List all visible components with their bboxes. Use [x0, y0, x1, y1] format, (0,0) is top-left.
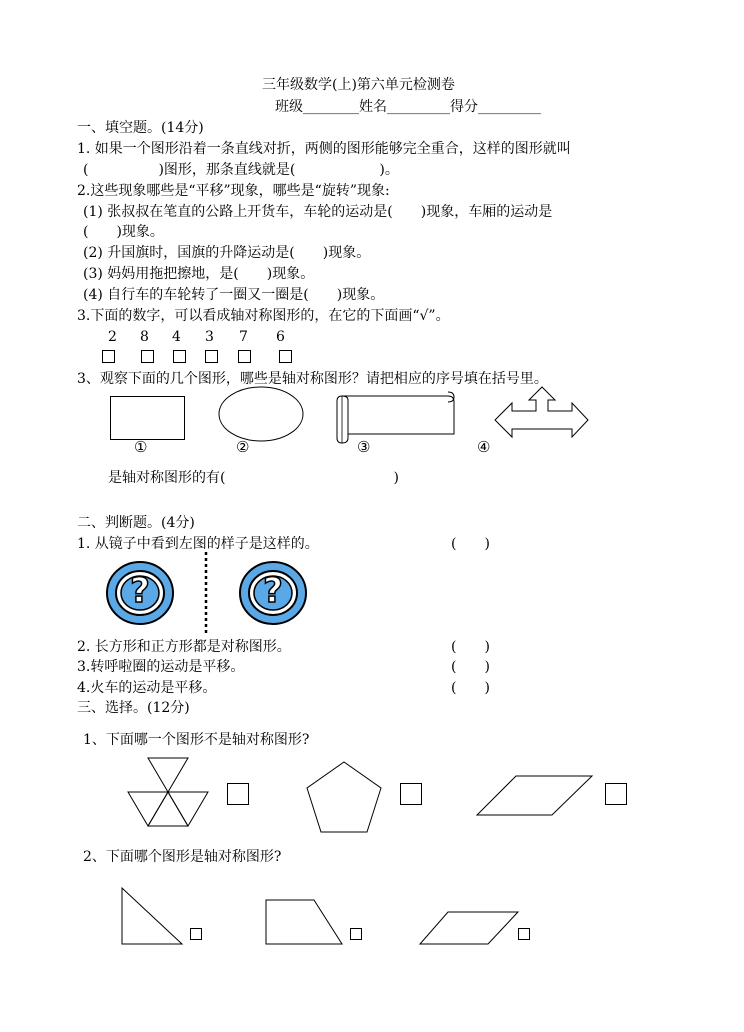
shape-label-3: ③ [357, 438, 371, 456]
q2-1-line1: (1) 张叔叔在笔直的公路上开货车，车轮的运动是( )现象，车厢的运动是 [83, 204, 553, 220]
rectangle-shape [110, 396, 186, 442]
choice1-checkbox-a[interactable] [227, 783, 249, 805]
shape-label-2: ② [236, 438, 250, 456]
choice2-checkbox-b[interactable] [350, 928, 362, 940]
choice-q2: 2、下面哪个图形是轴对称图形? [83, 849, 282, 865]
judge-q1: 1. 从镜子中看到左图的样子是这样的。 [77, 536, 319, 552]
parallelogram-shape-1 [476, 774, 594, 818]
three-triangles-shape [126, 756, 210, 828]
q1-line1: 1. 如果一个图形沿着一条直线对折，两侧的图形能够完全重合，这样的图形就叫 [77, 141, 571, 157]
judge-q2: 2. 长方形和正方形都是对称图形。 [77, 639, 291, 655]
section1-heading: 一、填空题。(14分) [77, 120, 204, 136]
choice-q1: 1、下面哪一个图形不是轴对称图形? [83, 732, 310, 748]
q1-line2: ( )图形，那条直线就是( )。 [83, 162, 399, 178]
q2-2: (2) 升国旗时，国旗的升降运动是( )现象。 [83, 245, 371, 261]
choice2-checkbox-a[interactable] [190, 928, 202, 940]
question-badge-icon-right [238, 560, 308, 626]
pentagon-shape [306, 760, 384, 834]
choice2-checkbox-c[interactable] [518, 928, 530, 940]
ellipse-shape [218, 386, 304, 442]
right-triangle-shape [120, 886, 184, 946]
page-title: 三年级数学(上)第六单元检测卷 [262, 77, 455, 93]
shape-label-1: ① [134, 438, 148, 456]
three-arrow-shape [494, 386, 590, 444]
judge-q4-paren: ( ) [451, 680, 490, 696]
q2-1-line2: ( )现象。 [83, 224, 164, 240]
section2-heading: 二、判断题。(4分) [77, 515, 195, 531]
choice1-checkbox-c[interactable] [605, 783, 627, 805]
shape-label-4: ④ [477, 438, 491, 456]
checkbox-digit-3[interactable] [205, 350, 218, 363]
scroll-shape [336, 390, 456, 446]
checkbox-digit-4[interactable] [173, 350, 186, 363]
digit-3: 3 [205, 329, 214, 345]
judge-q2-paren: ( ) [451, 639, 490, 655]
q2-3: (3) 妈妈用拖把擦地，是( )现象。 [83, 266, 315, 282]
q2-4: (4) 自行车的车轮转了一圈又一圈是( )现象。 [83, 287, 385, 303]
q4-title: 3、观察下面的几个图形，哪些是轴对称图形？请把相应的序号填在括号里。 [77, 371, 548, 387]
digit-8: 8 [140, 329, 149, 345]
mirror-line [204, 552, 208, 634]
checkbox-digit-2[interactable] [102, 350, 115, 363]
judge-q3: 3.转呼啦圈的运动是平移。 [77, 659, 245, 675]
digit-2: 2 [108, 329, 117, 345]
question-glyph-left: ? [130, 571, 150, 611]
section3-heading: 三、选择。(12分) [77, 700, 190, 716]
question-badge-icon-left [105, 560, 175, 626]
checkbox-digit-6[interactable] [279, 350, 292, 363]
checkbox-digit-8[interactable] [141, 350, 154, 363]
digit-6: 6 [276, 329, 285, 345]
student-info-line: 班级________姓名_________得分_________ [275, 99, 541, 115]
q2-title: 2.这些现象哪些是“平移”现象，哪些是“旋转”现象: [77, 183, 390, 199]
digit-7: 7 [239, 329, 248, 345]
trapezoid-shape [264, 898, 344, 946]
digit-4: 4 [172, 329, 181, 345]
parallelogram-shape-2 [418, 910, 520, 946]
q4-answer: 是轴对称图形的有( ) [108, 470, 399, 486]
choice1-checkbox-b[interactable] [400, 783, 422, 805]
checkbox-digit-7[interactable] [238, 350, 251, 363]
q3-title: 3.下面的数字，可以看成轴对称图形的，在它的下面画“√”。 [77, 308, 450, 324]
judge-q1-paren: ( ) [451, 536, 490, 552]
question-glyph-right: ? [263, 571, 283, 611]
judge-q4: 4.火车的运动是平移。 [77, 680, 217, 696]
judge-q3-paren: ( ) [451, 659, 490, 675]
